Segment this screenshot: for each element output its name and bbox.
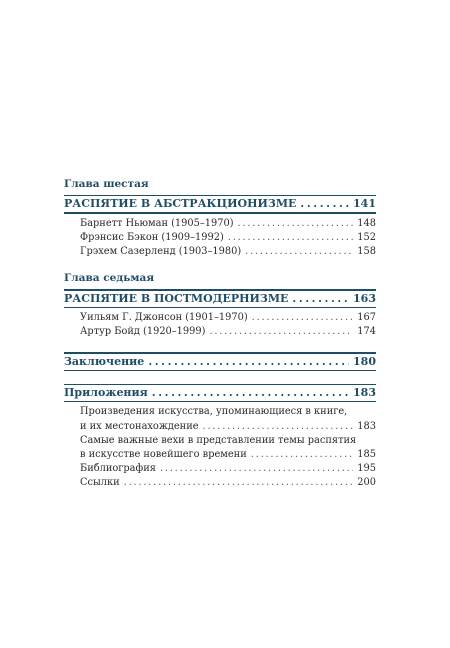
table-of-contents bbox=[64, 178, 376, 491]
dot-leader bbox=[160, 462, 353, 476]
dot-leader bbox=[203, 420, 354, 434]
entry-page: 183 bbox=[357, 420, 376, 432]
chapter-6-page: 141 bbox=[353, 197, 376, 211]
appendices-page: 183 bbox=[353, 386, 376, 400]
dot-leader bbox=[251, 448, 354, 462]
dot-leader bbox=[245, 245, 353, 259]
toc-entry[interactable] bbox=[80, 476, 376, 490]
entry-page: 174 bbox=[357, 326, 376, 337]
entry-title: и их местонахождение bbox=[80, 420, 199, 432]
toc-entry bbox=[80, 420, 376, 434]
dot-leader bbox=[148, 354, 349, 370]
toc-entry[interactable] bbox=[80, 311, 376, 325]
chapter-7-section bbox=[64, 272, 376, 339]
dot-leader bbox=[228, 231, 354, 245]
entry-page: 200 bbox=[357, 477, 376, 489]
toc-entry-multiline[interactable] bbox=[80, 405, 376, 433]
chapter-7-entries bbox=[64, 311, 376, 339]
spacer bbox=[64, 371, 376, 384]
dot-leader bbox=[252, 311, 354, 325]
chapter-6-section bbox=[64, 178, 376, 259]
toc-entry[interactable] bbox=[80, 245, 376, 259]
entry-title: Фрэнсис Бэкон (1909–1992) bbox=[80, 231, 224, 243]
chapter-7-label: Глава седьмая bbox=[64, 272, 155, 285]
dot-leader bbox=[292, 291, 349, 307]
entry-title: Артур Бойд (1920–1999) bbox=[80, 326, 206, 337]
entry-title: Ссылки bbox=[80, 477, 120, 489]
dot-leader bbox=[152, 385, 349, 401]
chapter-7-page: 163 bbox=[353, 291, 376, 305]
chapter-7-heading[interactable] bbox=[64, 291, 376, 307]
toc-entry bbox=[80, 448, 376, 462]
chapter-6-heading[interactable] bbox=[64, 196, 376, 212]
conclusion-heading[interactable] bbox=[64, 354, 376, 370]
conclusion-title: Заключение bbox=[64, 354, 145, 368]
chapter-6-title: РАСПЯТИЕ В АБСТРАКЦИОНИЗМЕ bbox=[64, 197, 297, 211]
chapter-rule-bottom bbox=[64, 401, 376, 402]
entry-title-line1: Произведения искусства, упоминающиеся в книге, bbox=[80, 406, 348, 418]
appendices-title: Приложения bbox=[64, 386, 148, 400]
entry-title: в искусстве новейшего времени bbox=[80, 449, 247, 460]
spacer bbox=[64, 259, 376, 272]
entry-title: Грэхем Сазерленд (1903–1980) bbox=[80, 246, 242, 257]
chapter-6-label: Глава шестая bbox=[64, 178, 149, 190]
chapter-rule-bottom bbox=[64, 212, 376, 213]
chapter-7-title: РАСПЯТИЕ В ПОСТМОДЕРНИЗМЕ bbox=[64, 291, 289, 305]
toc-entry[interactable] bbox=[80, 231, 376, 245]
dot-leader bbox=[209, 325, 353, 339]
entry-page: 167 bbox=[357, 311, 376, 323]
toc-entry-multiline[interactable] bbox=[80, 434, 376, 462]
appendices-heading[interactable] bbox=[64, 385, 376, 401]
chapter-rule-bottom bbox=[64, 307, 376, 308]
conclusion-section bbox=[64, 352, 376, 371]
entry-title-line1: Самые важные вехи в представлении темы распятия bbox=[80, 434, 357, 446]
toc-entry[interactable] bbox=[80, 325, 376, 339]
entry-title: Барнетт Ньюман (1905–1970) bbox=[80, 217, 234, 229]
appendices-entries bbox=[64, 405, 376, 490]
entry-page: 185 bbox=[357, 449, 376, 460]
conclusion-page: 180 bbox=[353, 354, 376, 368]
entry-page: 148 bbox=[357, 217, 376, 229]
toc-entry[interactable] bbox=[80, 462, 376, 476]
entry-page: 195 bbox=[357, 463, 376, 475]
dot-leader bbox=[300, 196, 349, 212]
entry-page: 152 bbox=[357, 231, 376, 243]
entry-title: Уильям Г. Джонсон (1901–1970) bbox=[80, 311, 248, 323]
dot-leader bbox=[238, 217, 354, 231]
appendices-section bbox=[64, 384, 376, 491]
spacer bbox=[64, 339, 376, 352]
entry-page: 158 bbox=[357, 246, 376, 257]
entry-title: Библиография bbox=[80, 463, 156, 475]
chapter-6-entries bbox=[64, 217, 376, 260]
dot-leader bbox=[124, 476, 354, 490]
toc-entry[interactable] bbox=[80, 217, 376, 231]
